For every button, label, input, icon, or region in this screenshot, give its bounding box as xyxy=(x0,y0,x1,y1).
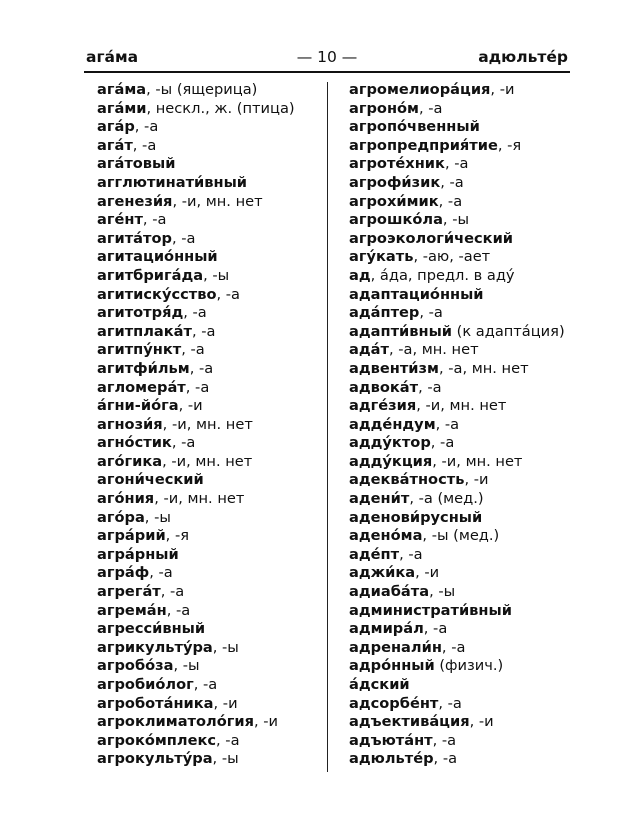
entry-grammar: , -ы (ящерица) xyxy=(146,81,258,98)
entry-headword: агитиску́сство xyxy=(97,285,217,303)
dictionary-entry xyxy=(97,304,295,323)
entry-headword: агра́рный xyxy=(97,545,179,563)
entry-headword: адъектива́ция xyxy=(349,713,470,731)
dictionary-entry xyxy=(97,118,295,137)
dictionary-entry xyxy=(349,695,565,714)
entry-headword: агломера́т xyxy=(97,378,186,396)
dictionary-entry xyxy=(349,81,565,100)
entry-headword: адаптацио́нный xyxy=(349,285,484,303)
entry-headword: администрати́вный xyxy=(349,601,512,619)
page-number: — 10 — xyxy=(296,48,358,66)
dictionary-entry xyxy=(97,732,295,751)
entry-grammar: , -ы (мед.) xyxy=(422,527,500,545)
running-head-right: адюльте́р xyxy=(478,48,568,66)
entry-grammar: , -а (мед.) xyxy=(409,490,484,508)
entry-headword: агони́ческий xyxy=(97,471,204,489)
entry-grammar: , -и xyxy=(253,713,278,731)
dictionary-entry xyxy=(349,657,565,676)
entry-grammar: , -и, мн. нет xyxy=(162,452,253,470)
dictionary-entry xyxy=(349,434,565,453)
entry-grammar: (физич.) xyxy=(434,657,504,675)
entry-grammar: , -и xyxy=(490,81,515,98)
entry-headword: адге́зия xyxy=(349,397,417,415)
dictionary-entry xyxy=(97,155,295,174)
dictionary-entry xyxy=(349,471,565,490)
dictionary-entry xyxy=(349,137,565,156)
dictionary-entry xyxy=(97,267,295,286)
entry-grammar: , -ы xyxy=(173,657,200,675)
dictionary-entry xyxy=(97,137,295,156)
entry-headword: адренали́н xyxy=(349,638,442,656)
entry-headword: ага́т xyxy=(97,136,133,154)
dictionary-entry xyxy=(349,323,565,342)
dictionary-entry xyxy=(97,509,295,528)
entry-headword: агрофи́зик xyxy=(349,173,441,191)
running-head-left: ага́ма xyxy=(86,48,139,66)
entry-grammar: , -и, мн. нет xyxy=(416,397,507,415)
entry-grammar: , -а xyxy=(418,99,443,117)
entry-headword: адду́кция xyxy=(349,452,433,470)
entry-grammar: , нескл., ж. (птица) xyxy=(146,99,295,117)
entry-grammar: , -и xyxy=(178,397,203,415)
entry-headword: агроэкологи́ческий xyxy=(349,229,514,247)
dictionary-entry xyxy=(97,193,295,212)
entry-headword: агрокульту́ра xyxy=(97,750,213,768)
dictionary-entry xyxy=(349,639,565,658)
dictionary-entry xyxy=(97,564,295,583)
dictionary-entry xyxy=(97,230,295,249)
dictionary-entry xyxy=(97,434,295,453)
entry-headword: агитбрига́да xyxy=(97,266,204,284)
entry-headword: агробо́за xyxy=(97,657,174,675)
entry-grammar: , -а xyxy=(419,304,443,322)
entry-grammar: , -я xyxy=(165,527,189,545)
entry-grammar: , -ы xyxy=(144,508,171,526)
entry-headword: ага́р xyxy=(97,118,135,136)
entry-grammar: , -а xyxy=(166,601,191,619)
entry-headword: ага́товый xyxy=(97,155,176,173)
dictionary-entry xyxy=(97,546,295,565)
dictionary-entry xyxy=(349,304,565,323)
entry-grammar: , -а xyxy=(142,211,167,229)
dictionary-entry xyxy=(349,750,565,769)
header-rule xyxy=(84,71,570,73)
entry-grammar: , -а xyxy=(171,434,196,452)
entry-grammar: , -ы xyxy=(203,266,230,284)
entry-grammar: , -и xyxy=(464,471,489,489)
entry-headword: агромелиора́ция xyxy=(349,81,491,98)
dictionary-entry xyxy=(97,323,295,342)
entry-headword: агробио́лог xyxy=(97,676,194,693)
entry-headword: ага́ми xyxy=(97,99,147,117)
entry-headword: а́гни-йо́га xyxy=(97,397,179,415)
entry-headword: адро́нный xyxy=(349,657,435,675)
entry-headword: агроте́хник xyxy=(349,155,445,173)
dictionary-entry xyxy=(97,397,295,416)
entry-grammar: , -а xyxy=(183,304,207,322)
right-column xyxy=(349,81,565,769)
entry-headword: агу́кать xyxy=(349,248,414,266)
entry-headword: аге́нт xyxy=(97,211,143,229)
entry-grammar: , -а xyxy=(189,359,214,377)
entry-headword: агресси́вный xyxy=(97,620,206,638)
entry-grammar: , -а xyxy=(432,731,457,749)
left-column xyxy=(97,81,295,769)
dictionary-entry xyxy=(349,118,565,137)
entry-headword: адвока́т xyxy=(349,378,419,396)
entry-headword: адапти́вный xyxy=(349,322,452,340)
entry-headword: агробота́ника xyxy=(97,694,214,712)
dictionary-entry xyxy=(97,695,295,714)
entry-grammar: , -аю, -ает xyxy=(413,248,491,266)
entry-headword: а́дский xyxy=(349,676,410,693)
dictionary-entry xyxy=(97,81,295,100)
entry-headword: агнози́я xyxy=(97,415,163,433)
entry-grammar: , -а xyxy=(433,750,458,768)
dictionary-entry xyxy=(349,174,565,193)
entry-grammar: , -а xyxy=(192,322,216,340)
entry-headword: ага́ма xyxy=(97,81,147,98)
entry-headword: адеква́тность xyxy=(349,471,465,489)
dictionary-entry xyxy=(349,211,565,230)
dictionary-entry xyxy=(97,341,295,360)
entry-grammar: , -и xyxy=(415,564,440,582)
entry-headword: агитпу́нкт xyxy=(97,341,182,359)
entry-headword: аде́пт xyxy=(349,545,400,563)
entry-grammar: , -а xyxy=(171,229,196,247)
dictionary-entry xyxy=(97,211,295,230)
entry-grammar: , -а xyxy=(438,694,462,712)
dictionary-entry xyxy=(349,453,565,472)
entry-grammar: , -а, мн. нет xyxy=(438,359,529,377)
entry-headword: аго́гика xyxy=(97,452,163,470)
dictionary-entry xyxy=(97,713,295,732)
dictionary-entry xyxy=(349,193,565,212)
entry-grammar: (к адапта́ция) xyxy=(452,322,565,340)
entry-grammar: , -и xyxy=(213,694,238,712)
entry-headword: адсорбе́нт xyxy=(349,694,439,712)
dictionary-entry xyxy=(349,527,565,546)
dictionary-entry xyxy=(97,583,295,602)
entry-grammar: , -ы xyxy=(429,583,456,601)
entry-headword: агра́ф xyxy=(97,564,150,582)
dictionary-entry xyxy=(349,230,565,249)
entry-headword: ад xyxy=(349,266,371,284)
dictionary-entry xyxy=(349,676,565,695)
dictionary-entry xyxy=(97,248,295,267)
entry-grammar: , -а xyxy=(430,434,455,452)
entry-grammar: , -я xyxy=(497,136,522,154)
entry-headword: ада́т xyxy=(349,341,389,359)
entry-grammar: , -а xyxy=(399,545,423,563)
entry-headword: агроклиматоло́гия xyxy=(97,713,254,731)
entry-headword: агитацио́нный xyxy=(97,248,218,266)
entry-headword: агно́стик xyxy=(97,434,172,452)
entry-headword: аго́ния xyxy=(97,490,155,508)
entry-headword: агроко́мплекс xyxy=(97,731,217,749)
entry-grammar: , -а xyxy=(423,620,448,638)
dictionary-entry xyxy=(97,657,295,676)
entry-grammar: , -а xyxy=(418,378,442,396)
dictionary-entry xyxy=(349,602,565,621)
dictionary-entry xyxy=(349,620,565,639)
dictionary-entry xyxy=(97,490,295,509)
dictionary-entry xyxy=(97,286,295,305)
entry-grammar: , -ы xyxy=(442,211,469,229)
dictionary-entry xyxy=(349,583,565,602)
dictionary-entry xyxy=(349,341,565,360)
entry-headword: агита́тор xyxy=(97,229,172,247)
entry-grammar: , а́да, предл. в аду́ xyxy=(370,266,515,284)
dictionary-entry xyxy=(349,564,565,583)
entry-grammar: , -и, мн. нет xyxy=(172,192,263,210)
entry-headword: агропо́чвенный xyxy=(349,118,480,136)
entry-headword: аджи́ка xyxy=(349,564,416,582)
dictionary-entry xyxy=(349,397,565,416)
dictionary-entry xyxy=(349,248,565,267)
entry-grammar: , -и, мн. нет xyxy=(154,490,245,508)
entry-headword: агитотря́д xyxy=(97,304,184,322)
entry-headword: аденови́русный xyxy=(349,508,483,526)
entry-grammar: , -а xyxy=(185,378,210,396)
entry-headword: агрема́н xyxy=(97,601,167,619)
dictionary-entry xyxy=(349,509,565,528)
entry-grammar: , -а xyxy=(134,118,159,136)
entry-grammar: , -а xyxy=(160,583,185,601)
entry-grammar: , -ы xyxy=(212,750,239,768)
entry-headword: агглютинати́вный xyxy=(97,173,248,191)
entry-grammar: , -а xyxy=(181,341,205,359)
entry-grammar: , -а xyxy=(216,285,240,303)
entry-grammar: , -а, мн. нет xyxy=(388,341,479,359)
dictionary-entry xyxy=(349,713,565,732)
entry-grammar: , -а xyxy=(440,173,464,191)
dictionary-entry xyxy=(97,360,295,379)
entry-grammar: , -а xyxy=(132,136,157,154)
entry-headword: агроно́м xyxy=(349,99,419,117)
entry-headword: ада́птер xyxy=(349,304,420,322)
dictionary-entry xyxy=(349,360,565,379)
dictionary-entry xyxy=(97,174,295,193)
entry-headword: агрега́т xyxy=(97,583,161,601)
dictionary-entry xyxy=(349,155,565,174)
dictionary-entry xyxy=(349,416,565,435)
page-header xyxy=(86,46,568,70)
dictionary-entry xyxy=(349,379,565,398)
column-divider xyxy=(327,82,328,772)
dictionary-entry xyxy=(349,100,565,119)
entry-headword: аго́ра xyxy=(97,508,145,526)
entry-headword: агропредприя́тие xyxy=(349,136,498,154)
dictionary-entry xyxy=(349,490,565,509)
entry-headword: агрошко́ла xyxy=(349,211,443,229)
entry-grammar: , -а xyxy=(438,192,463,210)
dictionary-entry xyxy=(97,527,295,546)
dictionary-entry xyxy=(97,602,295,621)
dictionary-entry xyxy=(349,286,565,305)
entry-grammar: , -а xyxy=(216,731,240,749)
entry-grammar: , -и, мн. нет xyxy=(162,415,253,433)
dictionary-entry xyxy=(349,267,565,286)
dictionary-entry xyxy=(349,546,565,565)
dictionary-entry xyxy=(97,620,295,639)
entry-headword: агра́рий xyxy=(97,527,166,545)
dictionary-entry xyxy=(97,676,295,695)
dictionary-entry xyxy=(97,639,295,658)
entry-headword: агенези́я xyxy=(97,192,173,210)
entry-headword: адвенти́зм xyxy=(349,359,439,377)
entry-grammar: , -а xyxy=(435,415,460,433)
entry-headword: адюльте́р xyxy=(349,750,434,768)
entry-grammar: , -и xyxy=(469,713,494,731)
entry-headword: адъюта́нт xyxy=(349,731,433,749)
entry-grammar: , -а xyxy=(149,564,173,582)
dictionary-entry xyxy=(97,379,295,398)
dictionary-entry xyxy=(97,416,295,435)
entry-headword: адиаба́та xyxy=(349,583,430,601)
entry-grammar: , -а xyxy=(193,676,218,693)
entry-grammar: , -а xyxy=(444,155,469,173)
entry-headword: адено́ма xyxy=(349,527,423,545)
entry-headword: агитфи́льм xyxy=(97,359,190,377)
entry-grammar: , -и, мн. нет xyxy=(432,452,523,470)
entry-grammar: , -а xyxy=(441,638,466,656)
entry-headword: агрикульту́ра xyxy=(97,638,213,656)
entry-headword: адду́ктор xyxy=(349,434,431,452)
dictionary-entry xyxy=(97,471,295,490)
entry-headword: агитплака́т xyxy=(97,322,192,340)
dictionary-entry xyxy=(349,732,565,751)
entry-headword: адде́ндум xyxy=(349,415,436,433)
dictionary-entry xyxy=(97,100,295,119)
entry-headword: адени́т xyxy=(349,490,410,508)
dictionary-entry xyxy=(97,453,295,472)
entry-headword: агрохи́мик xyxy=(349,192,439,210)
entry-grammar: , -ы xyxy=(212,638,239,656)
entry-headword: адмира́л xyxy=(349,620,424,638)
dictionary-entry xyxy=(97,750,295,769)
